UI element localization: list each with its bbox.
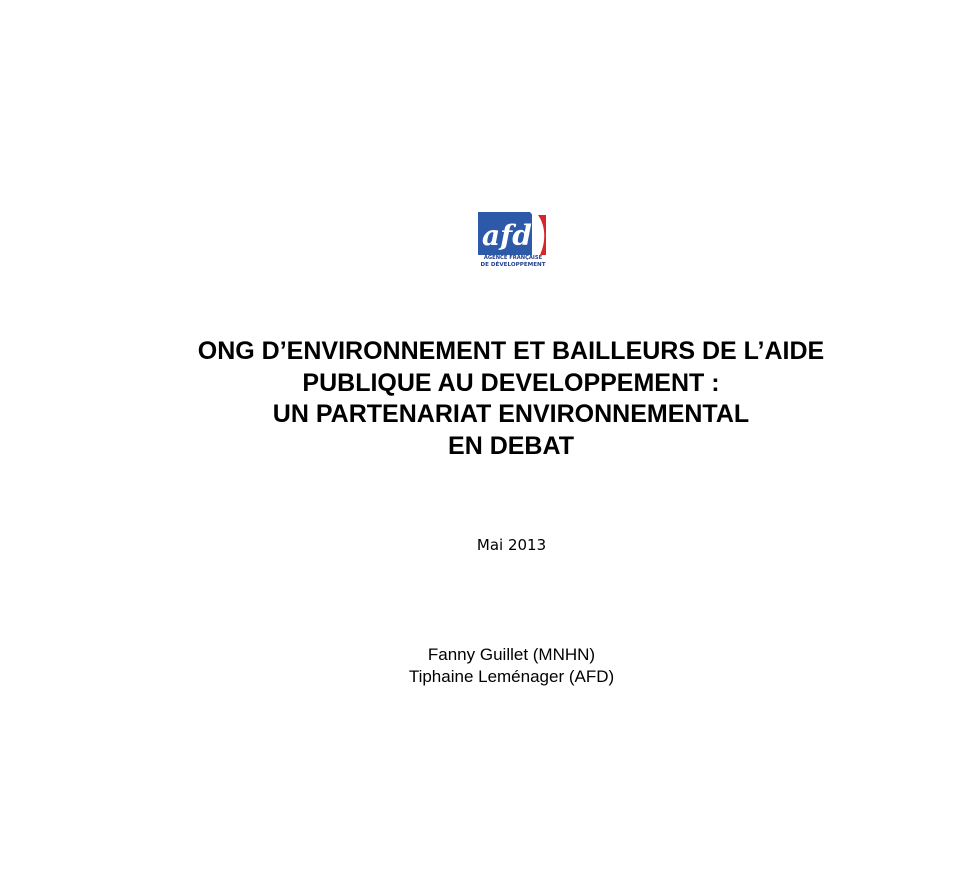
afd-logo-mark [478, 212, 548, 256]
author-name: Tiphaine Leménager (AFD) [408, 667, 615, 686]
title-line: UN PARTENARIAT ENVIRONNEMENTAL [272, 400, 750, 428]
publication-date: Mai 2013 [476, 536, 547, 554]
title-line: PUBLIQUE AU DEVELOPPEMENT : [302, 368, 720, 397]
svg-text:afd: afd [482, 219, 532, 252]
logo-tagline-1: AGENCE FRANÇAISE [483, 255, 543, 261]
title-line: EN DEBAT [448, 431, 574, 460]
afd-logo [478, 212, 548, 274]
author-name: Fanny Guillet (MNHN) [427, 645, 596, 664]
logo-tagline-2: DE DÉVELOPPEMENT [480, 262, 546, 268]
title-line: ONG D’ENVIRONNEMENT ET BAILLEURS DE L’AIDE [197, 337, 825, 365]
document-title [100, 336, 922, 462]
authors-block [330, 644, 693, 688]
